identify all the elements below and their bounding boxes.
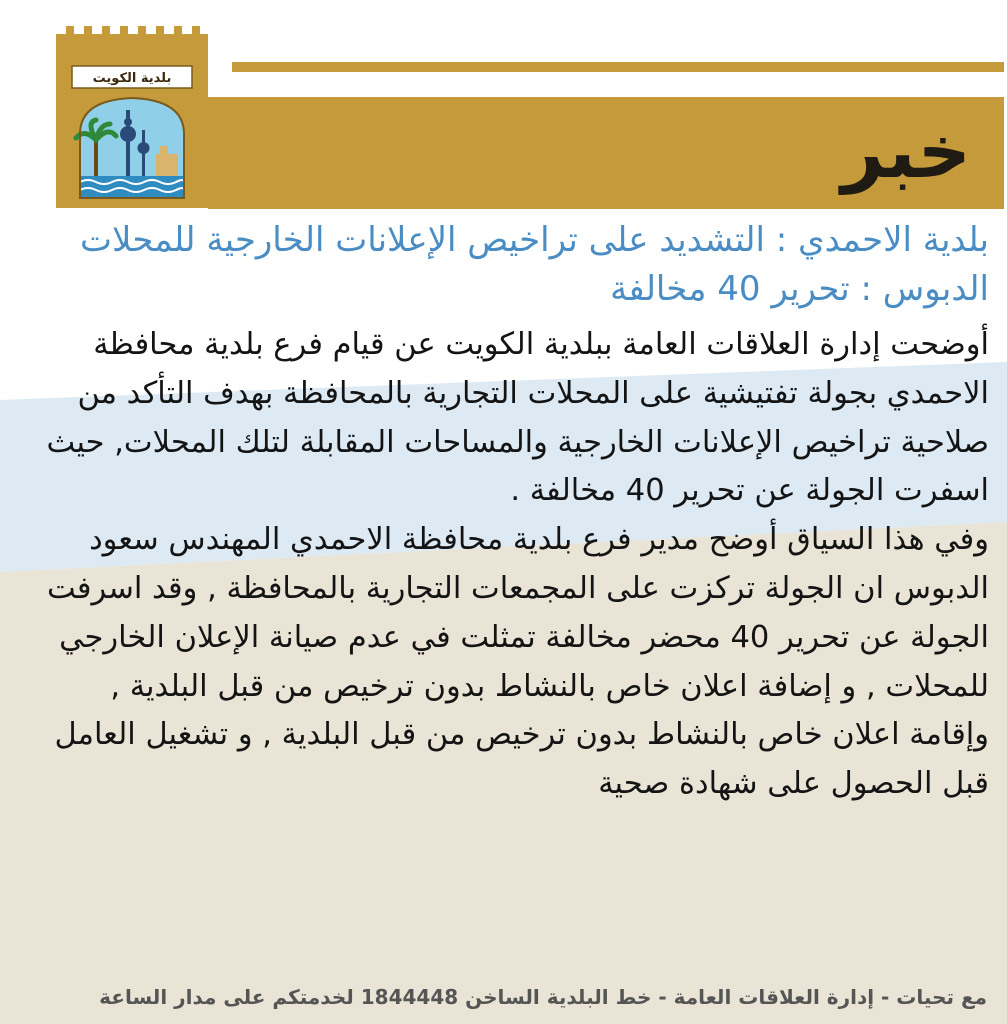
article-subheadline: الدبوس : تحرير 40 مخالفة [610, 269, 989, 309]
article-paragraph: وفي هذا السياق أوضح مدير فرع بلدية محافظة الاحمدي المهندس سعود الدبوس ان الجولة تركزت على المجمعات التجارية بالمحافظة , وقد اسرفت الجولة عن تحرير 40 محضر مخالفة تمثلت في عدم صيانة الإعلان الخارجي للمحلات , و إضافة اعلان خاص بالنشاط بدون ترخيص من قبل البلدية , وإقامة اعلان خاص بالنشاط بدون ترخيص من قبل البلدية , و تشغيل العامل قبل الحصول على شهادة صحية [46, 522, 989, 802]
article [29, 218, 989, 809]
logo-text: بلدية الكويت [92, 71, 172, 86]
footer-signature: مع تحيات - إدارة العلاقات العامة - خط البلدية الساخن 1844448 لخدمتكم على مدار الساعة [99, 985, 987, 1009]
kuwait-municipality-fort-logo-icon [56, 26, 208, 208]
news-banner-label: خبر [841, 109, 971, 195]
article-headline: بلدية الاحمدي : التشديد على تراخيص الإعلانات الخارجية للمحلات [80, 220, 989, 260]
article-paragraph: أوضحت إدارة العلاقات العامة ببلدية الكويت عن قيام فرع بلدية محافظة الاحمدي بجولة تفتيشية على المحلات التجارية بالمحافظة بهدف التأكد من صلاحية تراخيص الإعلانات الخارجية والمساحات المقابلة لتلك المحلات, حيث اسفرت الجولة عن تحرير 40 مخالفة . [46, 327, 989, 509]
banner-top-line [232, 62, 1004, 72]
